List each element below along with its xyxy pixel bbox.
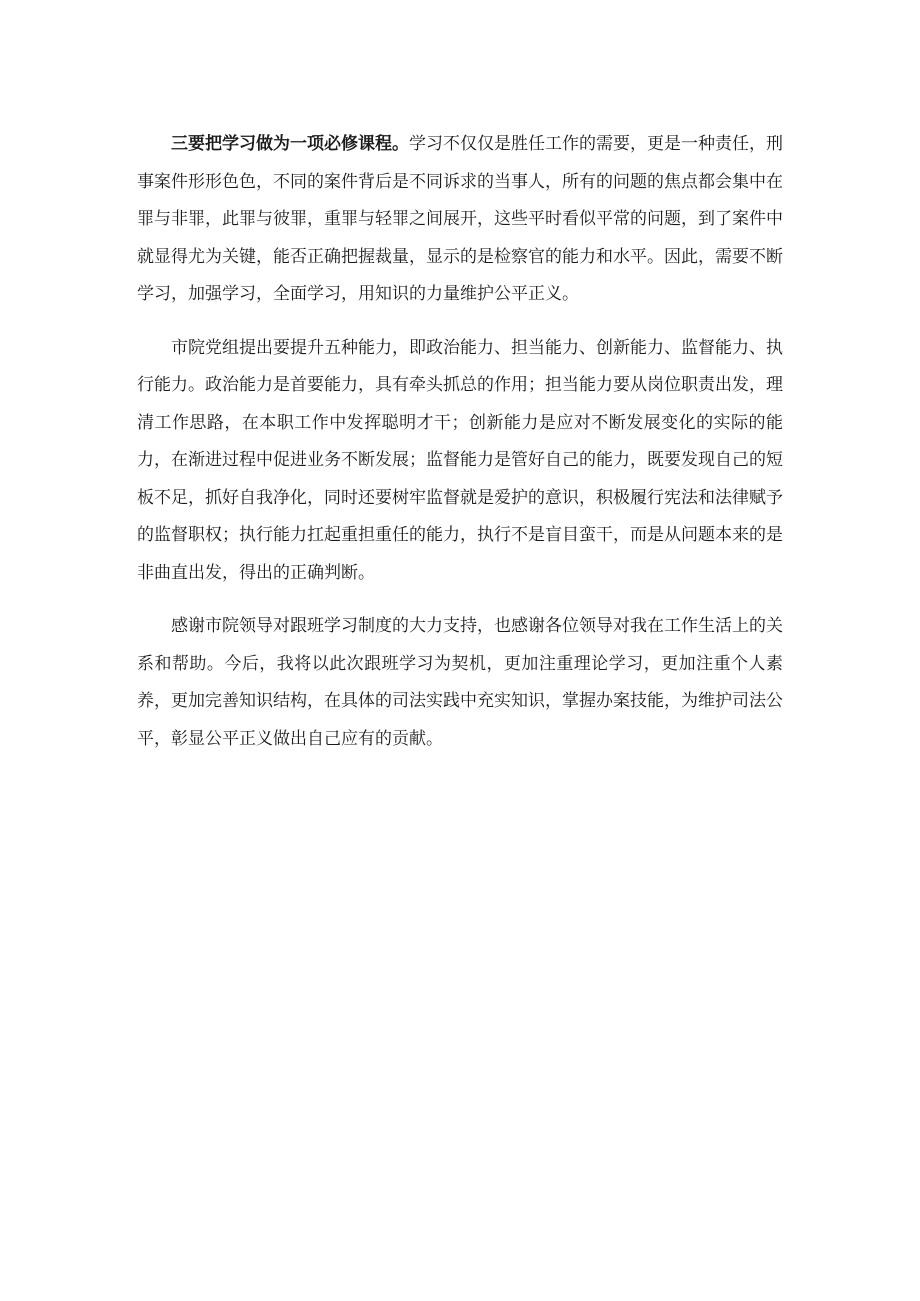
document-body: [137, 126, 783, 774]
paragraph-thanks: [137, 608, 783, 758]
paragraph-text: 感谢市院领导对跟班学习制度的大力支持，也感谢各位领导对我在工作生活上的关系和帮助。今后，我将以此次跟班学习为契机，更加注重理论学习，更加注重个人素养，更加完善知识结构，在具体的司法实践中充实知识，掌握办案技能，为维护司法公平，彰显公平正义做出自己应有的贡献。: [137, 616, 783, 749]
paragraph-study-course: [137, 126, 783, 314]
paragraph-lead-heading: 三要把学习做为一项必修课程。: [171, 134, 409, 154]
paragraph-text: 市院党组提出要提升五种能力，即政治能力、担当能力、创新能力、监督能力、执行能力。政治能力是首要能力，具有牵头抓总的作用；担当能力要从岗位职责出发，理清工作思路，在本职工作中发挥聪明才干；创新能力是应对不断发展变化的实际的能力，在渐进过程中促进业务不断发展；监督能力是管好自己的能力，既要发现自己的短板不足，抓好自我净化，同时还要树牢监督就是爱护的意识，积极履行宪法和法律赋予的监督职权；执行能力扛起重担重任的能力，执行不是盲目蛮干，而是从问题本来的是非曲直出发，得出的正确判断。: [137, 337, 783, 583]
paragraph-five-abilities: [137, 330, 783, 593]
paragraph-text: 学习不仅仅是胜任工作的需要，更是一种责任，刑事案件形形色色，不同的案件背后是不同诉求的当事人，所有的问题的焦点都会集中在罪与非罪，此罪与彼罪，重罪与轻罪之间展开，这些平时看似平常的问题，到了案件中就显得尤为关键，能否正确把握裁量，显示的是检察官的能力和水平。因此，需要不断学习，加强学习，全面学习，用知识的力量维护公平正义。: [137, 134, 783, 304]
